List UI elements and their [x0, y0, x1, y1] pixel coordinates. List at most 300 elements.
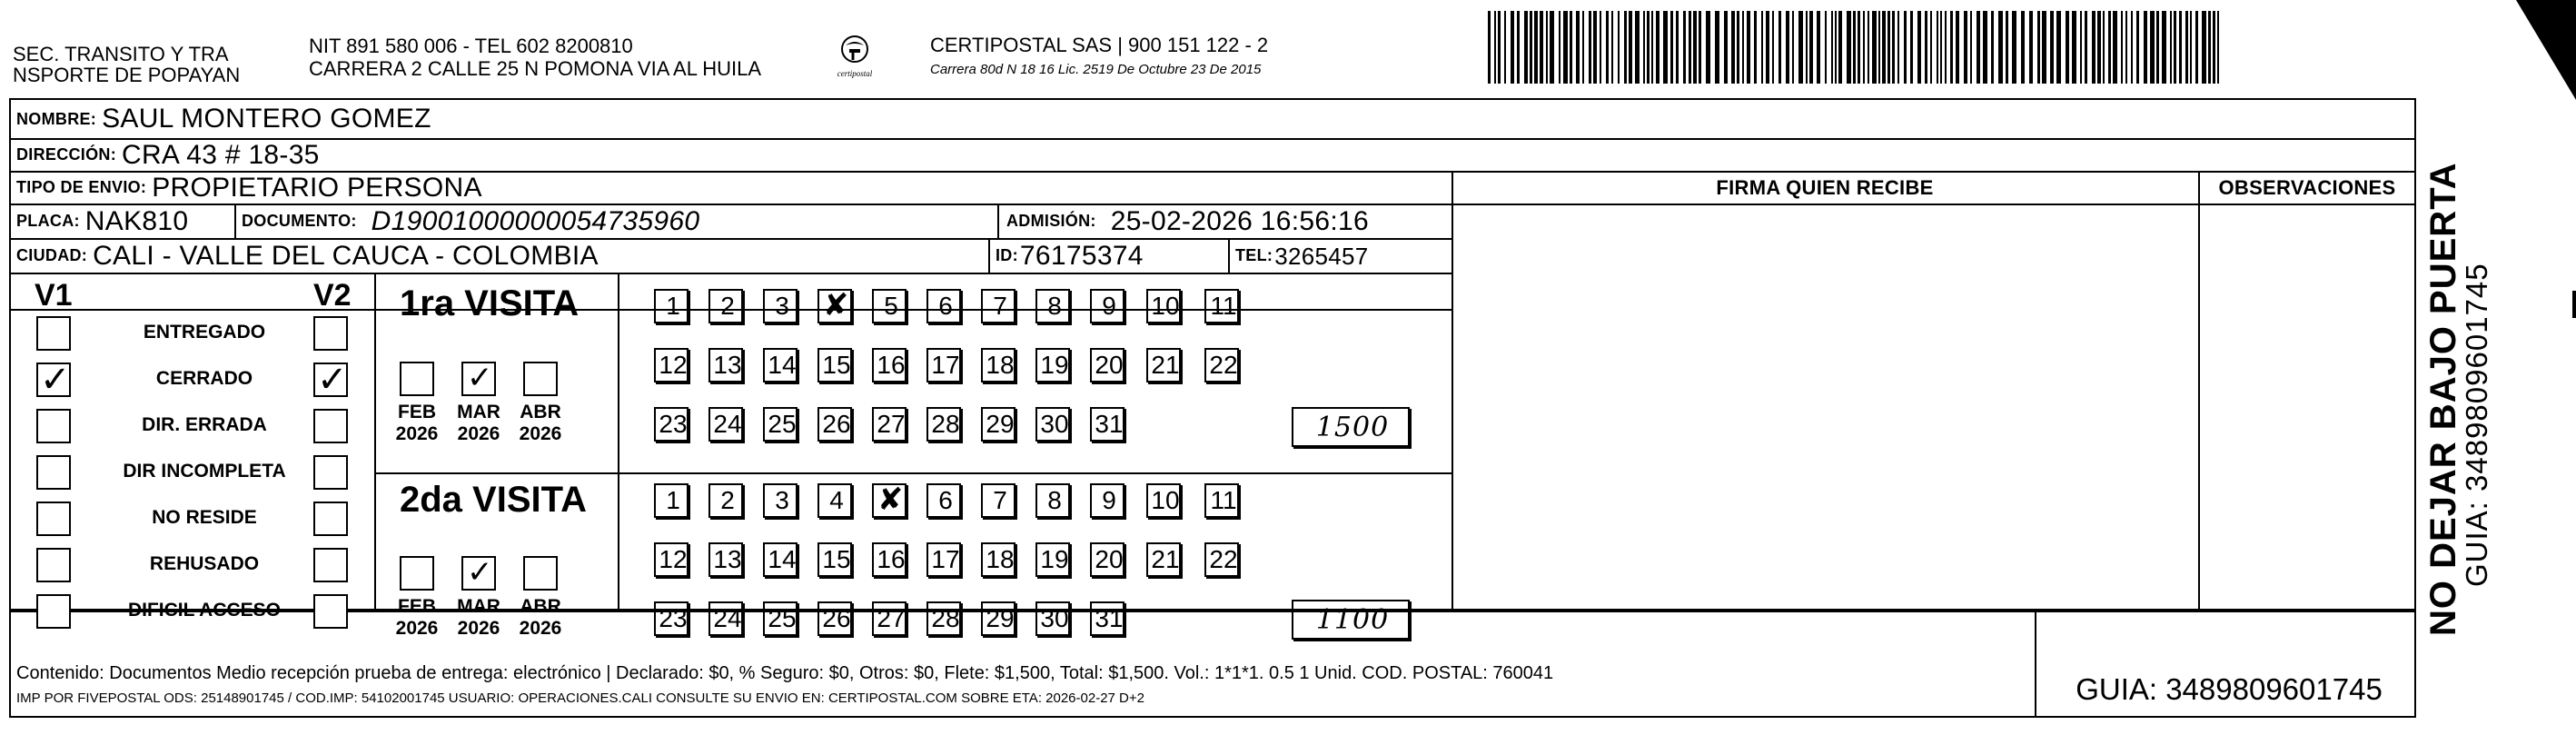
- sender-address: CARRERA 2 CALLE 25 N POMONA VIA AL HUILA: [309, 57, 762, 80]
- tel-value: 3265457: [1274, 242, 1369, 270]
- day-number: 16: [877, 545, 906, 573]
- month-year: 2026: [519, 423, 562, 444]
- day-box[interactable]: [1146, 542, 1181, 577]
- day-box[interactable]: [708, 542, 743, 577]
- barcode-bar: [1847, 11, 1851, 84]
- day-box[interactable]: [1146, 483, 1181, 518]
- barcode-bar: [2131, 11, 2133, 84]
- barcode-bar: [1576, 11, 1580, 84]
- barcode-bar: [1693, 11, 1697, 84]
- barcode-bar: [2185, 11, 2188, 84]
- day-number: 24: [713, 410, 742, 438]
- day-number: 2: [720, 292, 735, 320]
- day-number: 31: [1095, 604, 1124, 632]
- month-name: FEB: [398, 402, 436, 422]
- barcode-bar: [1863, 11, 1865, 84]
- month-name: MAR: [457, 402, 500, 422]
- month-year: 2026: [457, 618, 500, 639]
- barcode-bar: [1897, 11, 1899, 84]
- month-label: [451, 596, 506, 640]
- day-box[interactable]: [654, 601, 689, 636]
- barcode-bar: [1488, 11, 1491, 84]
- barcode-bar: [1540, 11, 1543, 84]
- direccion-label: DIRECCIÓN:: [16, 145, 116, 164]
- barcode-bar: [1624, 11, 1627, 84]
- day-number: 29: [986, 604, 1015, 632]
- id-label: ID:: [996, 246, 1018, 264]
- month-label: [451, 402, 506, 445]
- barcode-bar: [2202, 11, 2206, 84]
- day-box[interactable]: [872, 601, 907, 636]
- barcode-bar: [1798, 11, 1803, 84]
- firma-header: FIRMA QUIEN RECIBE: [1716, 175, 1934, 199]
- day-box[interactable]: [926, 542, 961, 577]
- barcode-bar: [2072, 11, 2076, 84]
- guia-footer: GUIA: 3489809601745: [2076, 672, 2383, 706]
- day-number: 10: [1151, 486, 1180, 514]
- day-box[interactable]: [817, 407, 852, 442]
- day-box[interactable]: [1204, 289, 1239, 323]
- guia-side: GUIA: 3489809601745: [2460, 263, 2493, 587]
- day-number: 26: [822, 410, 851, 438]
- day-box[interactable]: [654, 407, 689, 442]
- day-box[interactable]: [981, 348, 1016, 382]
- day-number: 19: [1040, 351, 1069, 379]
- day-box[interactable]: [926, 348, 961, 382]
- day-box[interactable]: [872, 289, 907, 323]
- day-box[interactable]: [1204, 542, 1239, 577]
- barcode-bar: [1868, 11, 1869, 84]
- barcode-bar: [2006, 11, 2008, 84]
- barcode-bar: [1858, 11, 1860, 84]
- status-label: CERRADO: [155, 368, 253, 389]
- day-number: 8: [1047, 292, 1062, 320]
- day-box[interactable]: [708, 407, 743, 442]
- nombre-label: NOMBRE:: [16, 109, 97, 128]
- day-box[interactable]: [708, 483, 743, 518]
- day-box[interactable]: [981, 407, 1016, 442]
- barcode-bar: [1872, 11, 1877, 84]
- barcode-bar: [1563, 11, 1568, 84]
- visit-1-hour-box[interactable]: [1292, 407, 1410, 447]
- month-year: 2026: [395, 423, 439, 444]
- barcode-bar: [2080, 11, 2082, 84]
- day-number: 24: [713, 604, 742, 632]
- v2-checkbox[interactable]: [313, 316, 348, 351]
- barcode-bar: [1792, 11, 1794, 84]
- barcode-bar: [1643, 11, 1645, 84]
- day-box[interactable]: [654, 348, 689, 382]
- day-box[interactable]: [817, 483, 852, 518]
- barcode-bar: [1676, 11, 1679, 84]
- status-label: REHUSADO: [149, 553, 260, 574]
- barcode-bar: [2217, 11, 2219, 84]
- barcode-bar: [2103, 11, 2105, 84]
- barcode-bar: [1991, 11, 1994, 84]
- barcode-bar: [1689, 11, 1691, 84]
- barcode-bar: [1498, 11, 1501, 84]
- visit-2-hour: 1100: [1315, 603, 1390, 636]
- barcode-bar: [1831, 11, 1833, 84]
- barcode-bar: [1998, 11, 2003, 84]
- day-box[interactable]: [708, 289, 743, 323]
- barcode-bar: [2162, 11, 2166, 84]
- barcode-bar: [2050, 11, 2054, 84]
- status-label: DIR. ERRADA: [142, 414, 267, 435]
- month-checkbox[interactable]: [400, 556, 434, 591]
- day-box[interactable]: [817, 289, 852, 323]
- barcode-bar: [1524, 11, 1528, 84]
- v1-checkbox[interactable]: [36, 548, 71, 582]
- barcode-bar: [2190, 11, 2192, 84]
- barcode-bar: [1754, 11, 1757, 84]
- v2-checkbox[interactable]: [313, 502, 348, 536]
- day-number: 5: [884, 292, 898, 320]
- barcode-bar: [1983, 11, 1987, 84]
- day-number: 8: [1047, 486, 1062, 514]
- barcode-bar: [1772, 11, 1774, 84]
- svg-text:certipostal: certipostal: [837, 69, 873, 78]
- documento-label: DOCUMENTO:: [242, 212, 357, 230]
- v2-checkbox[interactable]: [313, 548, 348, 582]
- day-box[interactable]: [926, 407, 961, 442]
- barcode-bar: [1517, 11, 1520, 84]
- barcode-bar: [1663, 11, 1668, 84]
- day-number: 3: [775, 292, 789, 320]
- sender-name-2: NSPORTE DE POPAYAN: [13, 64, 241, 86]
- check-mark-icon: ✓: [467, 360, 493, 396]
- day-box[interactable]: [1090, 483, 1125, 518]
- day-box[interactable]: [654, 542, 689, 577]
- day-number: 9: [1102, 486, 1116, 514]
- day-number: 17: [931, 545, 960, 573]
- day-box[interactable]: [763, 289, 798, 323]
- barcode-bar: [1670, 11, 1673, 84]
- month-name: ABR: [520, 596, 561, 617]
- day-box[interactable]: [872, 407, 907, 442]
- barcode-bar: [2156, 11, 2159, 84]
- barcode-bar: [1892, 11, 1895, 84]
- day-box[interactable]: [926, 601, 961, 636]
- v1-checkbox[interactable]: [36, 359, 71, 401]
- visit-1-title: 1ra VISITA: [400, 283, 580, 323]
- barcode-bar: [1835, 11, 1837, 84]
- day-box[interactable]: [981, 542, 1016, 577]
- barcode-bar: [2097, 11, 2101, 84]
- sender-name-1: SEC. TRANSITO Y TRA: [13, 43, 229, 65]
- v2-checkbox[interactable]: [313, 455, 348, 490]
- admision-value: 25-02-2026 16:56:16: [1110, 205, 1369, 236]
- day-box[interactable]: [1090, 407, 1125, 442]
- day-number: 1: [666, 292, 680, 320]
- day-number: 7: [993, 292, 1007, 320]
- day-number: 25: [768, 410, 797, 438]
- day-box[interactable]: [872, 348, 907, 382]
- day-box[interactable]: [1146, 348, 1181, 382]
- month-year: 2026: [457, 423, 500, 444]
- day-box[interactable]: [872, 483, 907, 518]
- barcode-bar: [1504, 11, 1506, 84]
- ciudad-label: CIUDAD:: [16, 246, 88, 264]
- barcode-bar: [1940, 11, 1942, 84]
- visit-1-hour: 1500: [1315, 411, 1390, 443]
- barcode-bar: [1582, 11, 1584, 84]
- month-name: FEB: [398, 596, 436, 617]
- barcode-bar: [1761, 11, 1763, 84]
- v1-checkbox[interactable]: [36, 502, 71, 536]
- day-box[interactable]: [654, 483, 689, 518]
- barcode-bar: [2213, 11, 2215, 84]
- barcode-bar: [2113, 11, 2117, 84]
- day-box[interactable]: [817, 542, 852, 577]
- barcode-bar: [1747, 11, 1750, 84]
- day-number: 7: [993, 486, 1007, 514]
- day-number: 25: [768, 604, 797, 632]
- day-number: 31: [1095, 410, 1124, 438]
- day-box[interactable]: [1090, 348, 1125, 382]
- barcode-bar: [1593, 11, 1597, 84]
- v2-checkbox[interactable]: [313, 409, 348, 443]
- day-box[interactable]: [708, 601, 743, 636]
- courier-license: Carrera 80d N 18 16 Lic. 2519 De Octubre 23 De 2015: [930, 62, 1262, 77]
- day-number: 16: [877, 351, 906, 379]
- barcode-bar: [2042, 11, 2046, 84]
- day-number: 22: [1209, 545, 1238, 573]
- barcode-bar: [2125, 11, 2127, 84]
- day-box[interactable]: [1090, 289, 1125, 323]
- day-box[interactable]: [1035, 601, 1070, 636]
- month-name: ABR: [520, 402, 561, 422]
- month-checkbox[interactable]: [523, 362, 558, 396]
- barcode-bar: [1838, 11, 1842, 84]
- day-number: 30: [1040, 604, 1069, 632]
- day-number: 14: [768, 545, 797, 573]
- barcode-bar: [1546, 11, 1548, 84]
- day-box[interactable]: [763, 601, 798, 636]
- day-box[interactable]: [981, 483, 1016, 518]
- barcode-bar: [1629, 11, 1632, 84]
- barcode-bar: [2056, 11, 2061, 84]
- barcode-bar: [2108, 11, 2111, 84]
- day-number: 3: [775, 486, 789, 514]
- day-box[interactable]: [708, 348, 743, 382]
- barcode-bar: [1683, 11, 1686, 84]
- visit-2-hour-box[interactable]: [1292, 600, 1410, 640]
- contenido-text: Contenido: Documentos Medio recepción prueba de entrega: electrónico | Declarado: $0, % Seguro: $0, Otros: $0, Flete: $1,500, Total: $1,500. Vol.: 1*1*1. 0.5 1 Unid. COD. POSTAL: 760041: [16, 663, 1554, 683]
- barcode-bar: [2170, 11, 2172, 84]
- day-box[interactable]: [763, 542, 798, 577]
- day-number: 13: [713, 545, 742, 573]
- barcode-bar: [1977, 11, 1980, 84]
- barcode-bar: [1737, 11, 1739, 84]
- month-checkbox[interactable]: [523, 556, 558, 591]
- barcode-bar: [2121, 11, 2123, 84]
- day-number: 20: [1095, 545, 1124, 573]
- documento-value: D19001000000054735960: [371, 205, 700, 236]
- sender-nit: NIT 891 580 006 - TEL 602 8200810: [309, 35, 633, 57]
- barcode-bar: [1882, 11, 1886, 84]
- check-mark-icon: ✓: [467, 554, 493, 591]
- observaciones-header: OBSERVACIONES: [2218, 175, 2396, 199]
- barcode-bar: [1570, 11, 1572, 84]
- check-mark-icon: ✓: [40, 359, 71, 401]
- nombre-value: SAUL MONTERO GOMEZ: [102, 104, 431, 134]
- day-number: 6: [938, 486, 953, 514]
- day-number: 11: [1210, 486, 1237, 514]
- day-number: 4: [829, 486, 844, 514]
- day-number: 21: [1151, 545, 1180, 573]
- day-number: 23: [659, 410, 688, 438]
- barcode-bar: [1742, 11, 1744, 84]
- day-number: 28: [931, 604, 960, 632]
- day-box[interactable]: [763, 407, 798, 442]
- barcode-bar: [1618, 11, 1620, 84]
- barcode-bar: [1853, 11, 1856, 84]
- day-number: 27: [877, 604, 906, 632]
- barcode-bar: [1559, 11, 1560, 84]
- month-year: 2026: [395, 618, 439, 639]
- tipo-envio-label: TIPO DE ENVIO:: [16, 178, 147, 196]
- month-label: [513, 402, 568, 445]
- day-box[interactable]: [1204, 483, 1239, 518]
- day-box[interactable]: [1035, 348, 1070, 382]
- barcode-bar: [1589, 11, 1591, 84]
- barcode-bar: [2208, 11, 2211, 84]
- day-box[interactable]: [1035, 483, 1070, 518]
- month-label: [513, 596, 568, 640]
- day-number: 1: [666, 486, 680, 514]
- barcode-bar: [1635, 11, 1640, 84]
- barcode-bar: [1910, 11, 1913, 84]
- tipo-envio-value: PROPIETARIO PERSONA: [152, 172, 482, 203]
- day-box[interactable]: [981, 601, 1016, 636]
- month-checkbox[interactable]: [461, 556, 496, 591]
- barcode-bar: [1766, 11, 1769, 84]
- barcode-bar: [1817, 11, 1820, 84]
- day-number: 2: [720, 486, 735, 514]
- day-number: 18: [986, 351, 1015, 379]
- day-number: 13: [713, 351, 742, 379]
- barcode-bar: [1925, 11, 1927, 84]
- day-box[interactable]: [981, 289, 1016, 323]
- barcode-bar: [2021, 11, 2025, 84]
- barcode-bar: [2144, 11, 2147, 84]
- placa-value: NAK810: [84, 205, 189, 236]
- placa-label: PLACA:: [16, 212, 80, 230]
- barcode-bar: [1534, 11, 1538, 84]
- day-number: 28: [931, 410, 960, 438]
- day-box[interactable]: [1035, 289, 1070, 323]
- day-number: 29: [986, 410, 1015, 438]
- barcode-bar: [1825, 11, 1827, 84]
- day-number: 6: [938, 292, 953, 320]
- barcode-bar: [1724, 11, 1728, 84]
- day-box[interactable]: [1035, 542, 1070, 577]
- barcode-bar: [1917, 11, 1921, 84]
- barcode-bar: [1530, 11, 1532, 84]
- month-checkbox[interactable]: [461, 362, 496, 396]
- day-box[interactable]: [817, 348, 852, 382]
- day-number: 14: [768, 351, 797, 379]
- day-box[interactable]: [872, 542, 907, 577]
- v2-label: V2: [313, 278, 352, 313]
- direccion-value: CRA 43 # 18-35: [122, 139, 320, 170]
- tel-label: TEL:: [1235, 246, 1273, 264]
- day-box[interactable]: [926, 289, 961, 323]
- barcode-bar: [1937, 11, 1938, 84]
- barcode-bar: [1956, 11, 1959, 84]
- day-number: 15: [822, 545, 851, 573]
- barcode-bar: [1731, 11, 1735, 84]
- cross-mark-icon: ✘: [877, 482, 904, 518]
- barcode-bar: [1606, 11, 1609, 84]
- barcode-bar: [1809, 11, 1813, 84]
- status-label: DIFICIL ACCESO: [127, 600, 281, 621]
- barcode-icon: [1488, 11, 2225, 84]
- v1-checkbox[interactable]: [36, 455, 71, 490]
- barcode-bar: [2150, 11, 2155, 84]
- day-box[interactable]: [1146, 289, 1181, 323]
- barcode-bar: [2012, 11, 2016, 84]
- barcode-bar: [1964, 11, 1967, 84]
- day-number: 15: [822, 351, 851, 379]
- day-box[interactable]: [817, 601, 852, 636]
- status-label: ENTREGADO: [143, 322, 266, 343]
- day-box[interactable]: [1035, 407, 1070, 442]
- barcode-bar: [1786, 11, 1789, 84]
- barcode-bar: [1878, 11, 1880, 84]
- barcode-bar: [2037, 11, 2040, 84]
- barcode-bar: [1511, 11, 1514, 84]
- month-label: [390, 596, 444, 640]
- v1-checkbox[interactable]: [36, 316, 71, 351]
- day-number: 12: [659, 351, 688, 379]
- ciudad-value: CALI - VALLE DEL CAUCA - COLOMBIA: [93, 240, 599, 271]
- month-checkbox[interactable]: [400, 362, 434, 396]
- barcode-bar: [1904, 11, 1907, 84]
- day-number: 21: [1151, 351, 1180, 379]
- day-number: 20: [1095, 351, 1124, 379]
- v2-checkbox[interactable]: [313, 594, 348, 629]
- month-label: [390, 402, 444, 445]
- day-box[interactable]: [654, 289, 689, 323]
- day-number: 12: [659, 545, 688, 573]
- day-number: 23: [659, 604, 688, 632]
- barcode-bar: [1950, 11, 1953, 84]
- barcode-bar: [2092, 11, 2095, 84]
- day-box[interactable]: [1090, 601, 1125, 636]
- v2-checkbox[interactable]: [313, 359, 348, 401]
- day-number: 27: [877, 410, 906, 438]
- day-box[interactable]: [763, 483, 798, 518]
- day-box[interactable]: [763, 348, 798, 382]
- day-box[interactable]: [1204, 348, 1239, 382]
- day-box[interactable]: [926, 483, 961, 518]
- day-number: 19: [1040, 545, 1069, 573]
- barcode-bar: [1706, 11, 1710, 84]
- day-number: 30: [1040, 410, 1069, 438]
- day-number: 26: [822, 604, 851, 632]
- edge-decoration: [2516, 0, 2576, 745]
- v1-checkbox[interactable]: [36, 594, 71, 629]
- visit-2-title: 2da VISITA: [400, 480, 587, 520]
- day-number: 18: [986, 545, 1015, 573]
- barcode-bar: [1611, 11, 1613, 84]
- barcode-bar: [1600, 11, 1601, 84]
- cross-mark-icon: ✘: [823, 287, 849, 323]
- day-box[interactable]: [1090, 542, 1125, 577]
- v1-checkbox[interactable]: [36, 409, 71, 443]
